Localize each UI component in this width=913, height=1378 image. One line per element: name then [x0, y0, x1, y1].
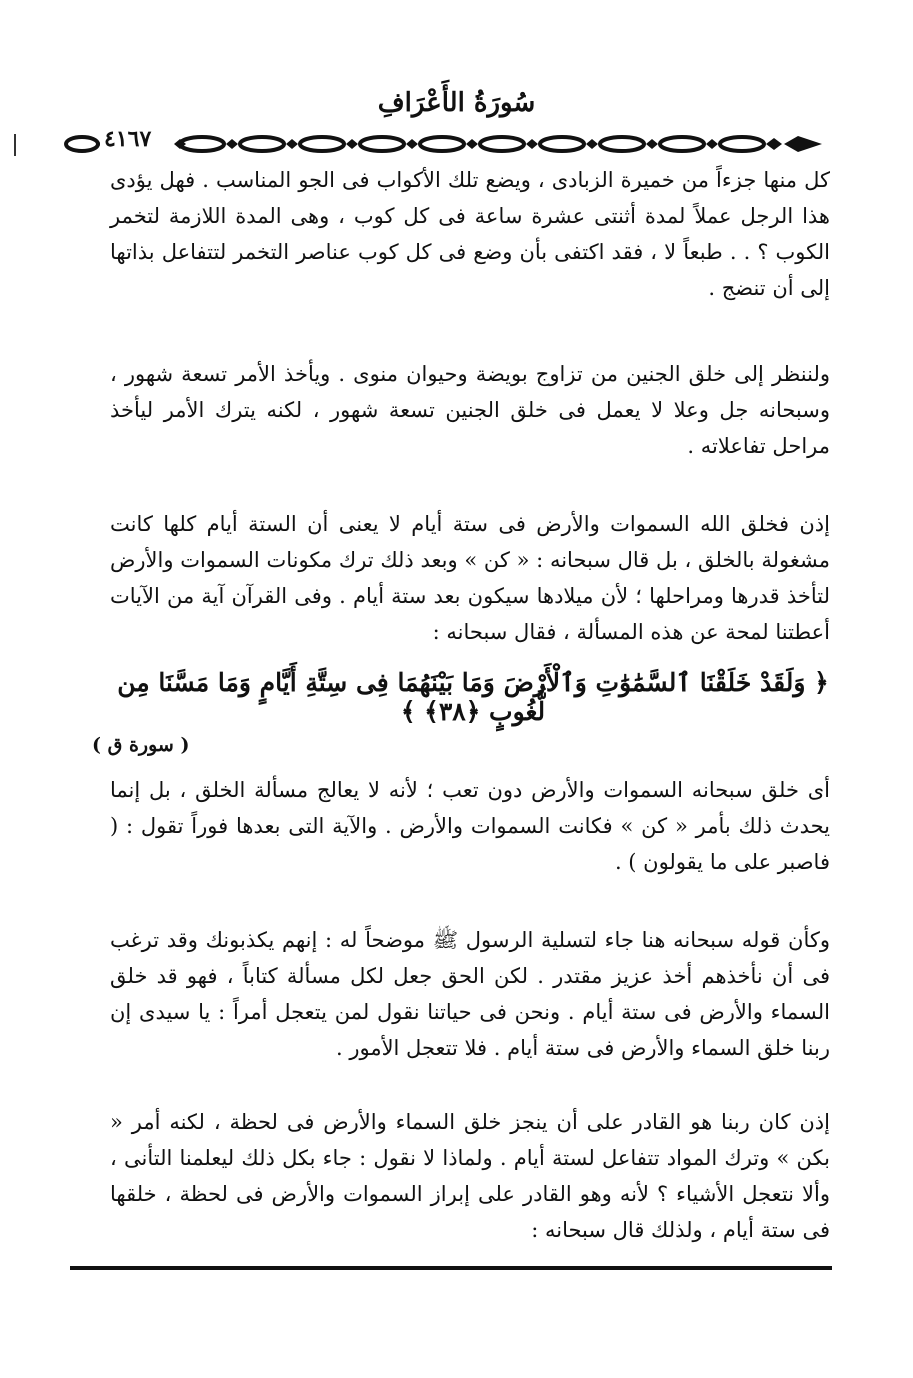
margin-mark: [14, 134, 16, 156]
paragraph-text: ولننظر إلى خلق الجنين من تزاوج بويضة وحيوان منوى . ويأخذ الأمر تسعة شهور ، وسبحانه جل وعلا لا يعمل فى خلق الجنين تسعة شهور ، لكنه يترك الأمر ليأخذ مراحل تفاعلاته .: [110, 362, 830, 458]
surah-reference: ( سورة ق ): [92, 734, 190, 756]
paragraph-4: [110, 772, 830, 880]
paragraph-text: إذن كان ربنا هو القادر على أن ينجز خلق السماء والأرض فى لحظة ، لكنه أمر « بكن » وترك المواد تتفاعل لستة أيام . ولماذا لا نقول : جاء بكل ذلك ليعلمنا التأنى ، وألا نتعجل الأشياء ؟ لأنه وهو القادر على إبراز السموات والأرض فى لحظة ، خلقها فى ستة أيام ، ولذلك قال سبحانه :: [110, 1110, 830, 1242]
paragraph-3: [110, 506, 830, 650]
paragraph-text: وكأن قوله سبحانه هنا جاء لتسلية الرسول ﷺ موضحاً له : إنهم يكذبونك وقد ترغب فى أن نأخذهم أخذ عزيز مقتدر . لكن الحق جعل لكل مسألة كتاباً ، فهو قد خلق السماء والأرض فى ستة أيام . ونحن فى حياتنا نقول لمن يتعجل أمراً : يا سيدى إن ربنا خلق السماء والأرض فى ستة أيام . فلا تتعجل الأمور .: [110, 928, 830, 1060]
paragraph-6: [110, 1104, 830, 1248]
quran-verse: ﴿ وَلَقَدْ خَلَقْنَا ٱلسَّمَٰوَٰتِ وَٱلْأَرْضَ وَمَا بَيْنَهُمَا فِى سِتَّةِ أَيَّامٍ وَمَا مَسَّنَا مِن لُّغُوبٍ ﴿٣٨﴾ ﴾: [117, 668, 829, 726]
footer-rule: [70, 1266, 832, 1270]
paragraph-2: [110, 356, 830, 464]
paragraph-5: [110, 922, 830, 1066]
paragraph-text: أى خلق سبحانه السموات والأرض دون تعب ؛ لأنه لا يعالج مسألة الخلق ، بل إنما يحدث ذلك بأمر « كن » فكانت السموات والأرض . والآية التى بعدها فوراً تقول : ( فاصبر على ما يقولون ) .: [110, 778, 830, 874]
chain-ornament: [62, 130, 830, 158]
page-number: ٤١٦٧: [100, 126, 155, 152]
surah-title: سُورَةُ الأَعْرَافِ: [377, 88, 536, 118]
paragraph-text: كل منها جزءاً من خميرة الزبادى ، ويضع تلك الأكواب فى الجو المناسب . فهل يؤدى هذا الرجل عملاً لمدة أثنتى عشرة ساعة فى كل كوب ، وهى المدة اللازمة لتخمر الكوب ؟ . . طبعاً لا ، فقد اكتفى بأن وضع فى كل كوب عناصر التخمر لتتفاعل بذاتها إلى أن تنضج .: [110, 168, 830, 300]
header-ornament-row: [62, 126, 830, 158]
paragraph-1: [110, 162, 830, 306]
paragraph-text: إذن فخلق الله السموات والأرض فى ستة أيام لا يعنى أن الستة أيام كلها كانت مشغولة بالخلق ، بل قال سبحانه : « كن » وبعد ذلك ترك مكونات السموات والأرض لتأخذ قدرها ومراحلها ؛ لأن ميلادها سيكون بعد ستة أيام . وفى القرآن آية من الآيات أعطتنا لمحة عن هذه المسألة ، فقال سبحانه :: [110, 512, 830, 644]
